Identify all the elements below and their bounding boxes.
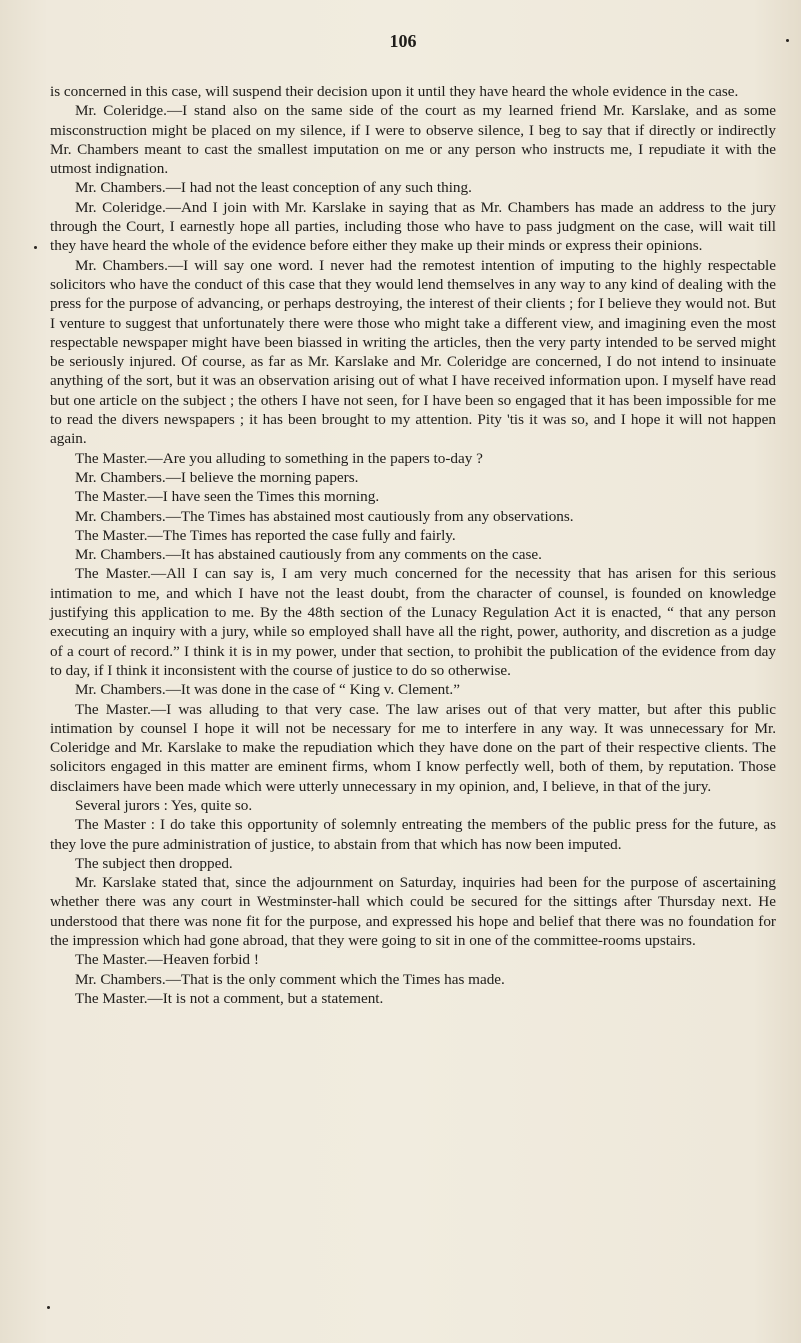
speaker-name: The Master. <box>75 526 148 544</box>
paragraph-text: Yes, quite so. <box>167 796 253 814</box>
speaker-name: Mr. Chambers. <box>75 681 166 699</box>
paragraph <box>50 101 776 178</box>
paragraph-text: —I stand also on the same side of the court as my learned friend Mr. Karslake, and as some misconstruction might be placed on my silence, if I were to observe silence, I beg to say that if directly or indirectly Mr. Chambers meant to cast the smallest imputation on me or any person who instructs me, I repudiate it with the utmost indignation. <box>50 102 776 178</box>
paragraph-text: —I will say one word. I never had the remotest intention of imputing to the highly respectable solicitors who have the conduct of this case that they would lend themselves in any way to any kind of dealing with the press for the purpose of advancing, or perhaps destroying, the interest of their clients ; for I believe they would not. But I venture to suggest that unfortunately there were those who might take a different view, and imagining even the most respectable newspaper might have been biassed in writing the articles, then the very party intended to be served might be seriously injured. Of course, as far as Mr. Karslake and Mr. Coleridge are concerned, I do not intend to insinuate anything of the sort, but it was an observation arising out of what I have received information upon. I myself have read but one article on the subject ; the others I have not seen, for I have been so engaged that it has been impossible for me to read the divers newspapers ; it has been brought to my attention. Pity 'tis it was so, and I hope it will not happen again. <box>50 256 776 448</box>
paragraph-text: —Are you alluding to something in the papers to-day ? <box>147 449 483 467</box>
paragraph-text: I do take this opportunity of solemnly entreating the members of the public press for the future, as they love the pure administration of justice, to abstain from that which has now been imputed. <box>50 816 776 853</box>
speaker-name: The Master. <box>75 951 148 969</box>
paragraph-text: —I believe the morning papers. <box>165 468 359 486</box>
paragraph <box>50 873 776 950</box>
paragraph <box>50 256 776 449</box>
paragraph <box>50 487 776 506</box>
paragraph <box>50 82 776 101</box>
paragraph <box>50 970 776 989</box>
paragraph-text: —The Times has reported the case fully and fairly. <box>147 526 456 544</box>
paragraph <box>50 198 776 256</box>
speaker-name: Mr. Chambers. <box>75 179 166 197</box>
paragraph <box>50 178 776 197</box>
speaker-name: Mr. Chambers. <box>75 546 166 564</box>
paragraph-text: —All I can say is, I am very much concerned for the necessity that has arisen for this serious intimation to me, and which I have not the least doubt, from the character of counsel, is founded on knowledge justifying this application to me. By the 48th section of the Lunacy Regulation Act it is enacted, “ that any person executing an inquiry with a jury, while so employed shall have all the right, power, authority, and discretion as a judge of a court of record.” I think it is in my power, under that section, to prohibit the publication of the evidence from day to day, if I think it inconsistent with the course of justice to do so otherwise. <box>50 565 777 679</box>
paragraph <box>50 700 776 796</box>
paragraph-text: —Heaven forbid ! <box>147 951 259 969</box>
paragraph <box>50 468 776 487</box>
paragraph-text: —And I join with Mr. Karslake in saying that as Mr. Chambers has made an address to the jury through the Court, I earnestly hope all parties, including those who have to pass judgment on the case, will wait till they have heard the whole of the evidence before either they make up their minds or express their opinions. <box>50 198 776 255</box>
paragraph <box>50 680 776 699</box>
paragraph-text: The subject then dropped. <box>75 854 233 872</box>
paragraph-text: —It has abstained cautiously from any comments on the case. <box>165 546 542 564</box>
paragraph <box>50 796 776 815</box>
paragraph <box>50 854 776 873</box>
speaker-name: Mr. Coleridge. <box>75 102 167 120</box>
paragraph <box>50 950 776 969</box>
paragraph <box>50 449 776 468</box>
speaker-name: Mr. Chambers. <box>75 507 166 525</box>
speaker-name: The Master : <box>75 816 156 834</box>
paragraph-text: —It was done in the case of “ King v. Clement.” <box>165 681 460 699</box>
speaker-name: The Master. <box>75 700 151 718</box>
paragraph <box>50 526 776 545</box>
paragraph <box>50 989 776 1008</box>
paragraph-text: is concerned in this case, will suspend their decision upon it until they have heard the whole evidence in the case. <box>50 83 739 100</box>
speaker-name: Mr. Chambers. <box>75 970 166 988</box>
paragraph <box>50 507 776 526</box>
paragraph-text: —I have seen the Times this morning. <box>147 488 380 506</box>
speaker-name: The Master. <box>75 488 148 506</box>
speaker-name: Mr. Coleridge. <box>75 198 166 216</box>
paragraph <box>50 545 776 564</box>
paragraph <box>50 815 776 854</box>
paragraph-text: —I was alluding to that very case. The law arises out of that very matter, but after this public intimation by counsel I hope it will not be necessary for me to interfere in any way. It was unnecessary for Mr. Coleridge and Mr. Karslake to make the repudiation which they have done on the part of their respective clients. The solicitors engaged in this matter are eminent firms, whom I know perfectly well, both of them, by reputation. Those disclaimers have been made which were utterly unnecessary in my opinion, and, I believe, in that of the jury. <box>50 700 776 795</box>
speaker-name: Several jurors : <box>75 796 168 814</box>
paragraph-text: Mr. Karslake stated that, since the adjournment on Saturday, inquiries had been for the purpose of ascertaining whether there was any court in Westminster-hall which could be secured for the sittings after Thursday next. He understood that there was none fit for the purpose, and expressed his hope and belief that there was no foundation for the impression which had gone abroad, that they were going to sit in one of the committee-rooms upstairs. <box>50 874 776 950</box>
paragraph-text: —The Times has abstained most cautiously from any observations. <box>165 507 574 525</box>
speaker-name: Mr. Chambers. <box>75 468 166 486</box>
ink-speck <box>786 39 789 42</box>
speaker-name: Mr. Chambers. <box>75 256 168 274</box>
paragraph-text: —It is not a comment, but a statement. <box>147 989 384 1007</box>
paragraph-text: —That is the only comment which the Times has made. <box>165 970 505 988</box>
page-body <box>50 82 776 1008</box>
page-number: 106 <box>389 31 417 51</box>
ink-speck <box>34 246 37 249</box>
paragraph-text: —I had not the least conception of any such thing. <box>165 179 472 197</box>
paragraph <box>50 564 776 680</box>
speaker-name: The Master. <box>75 449 148 467</box>
speaker-name: The Master. <box>75 989 148 1007</box>
speaker-name: The Master. <box>75 565 151 583</box>
ink-speck <box>47 1306 50 1309</box>
